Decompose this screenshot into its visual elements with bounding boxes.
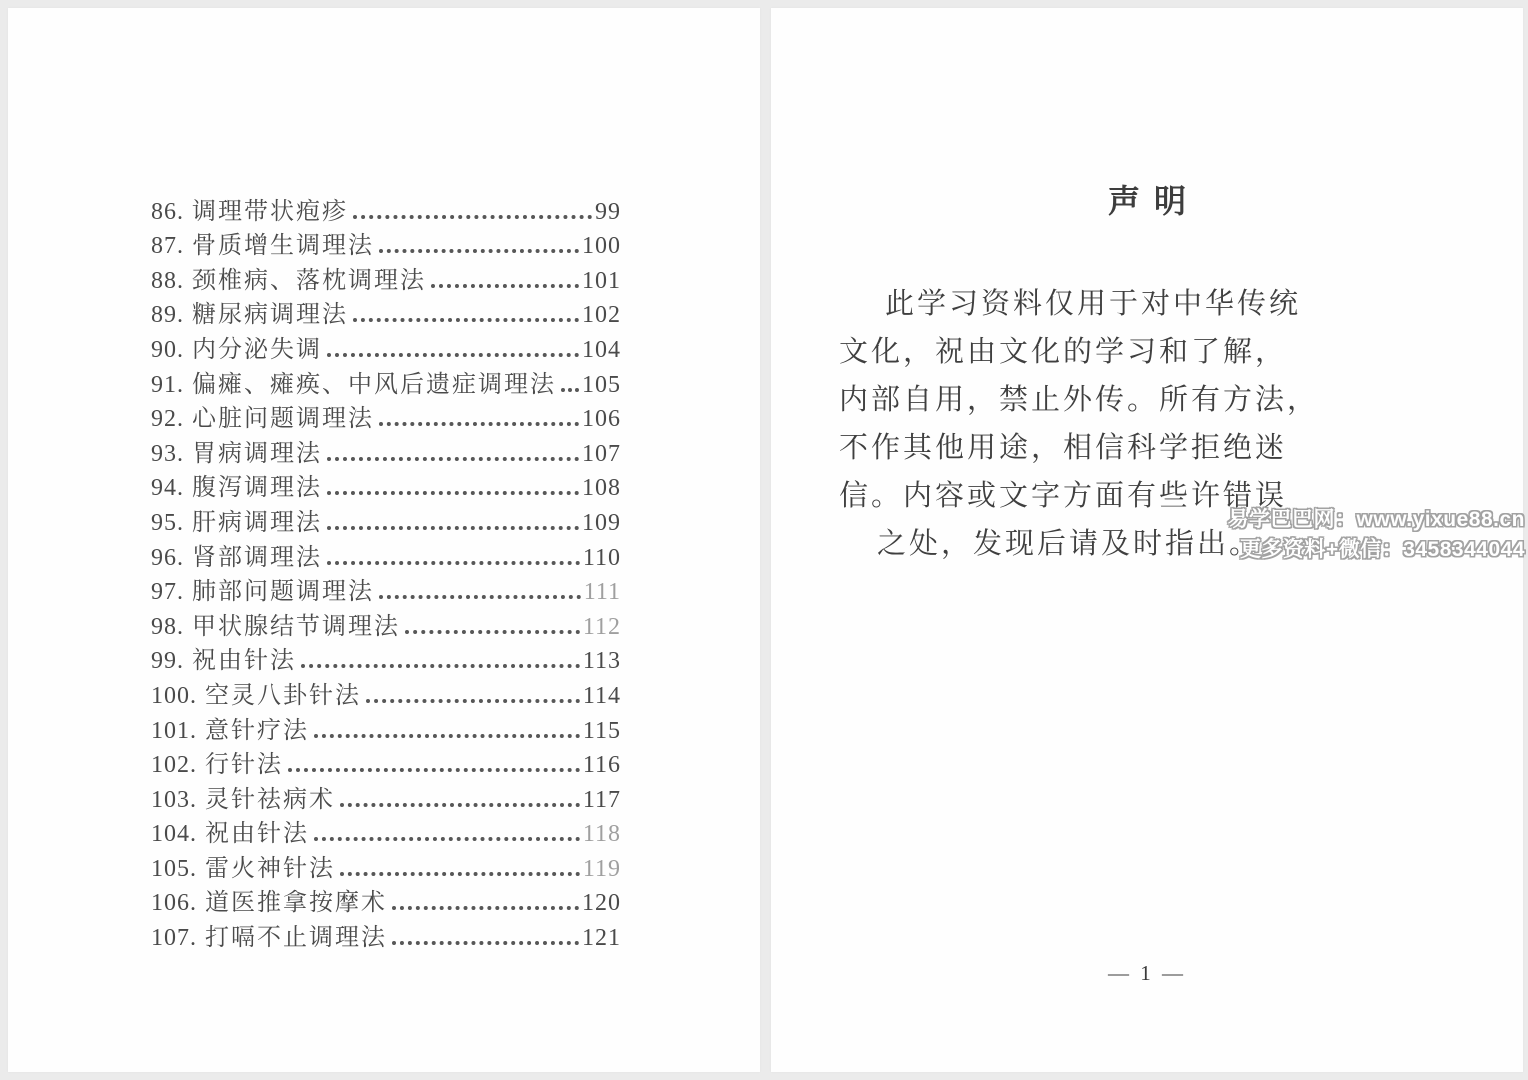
- declaration-line: 内部自用，禁止外传。所有方法，: [839, 384, 1320, 416]
- toc-entry-page: 121: [582, 925, 621, 952]
- toc-entry: [151, 572, 621, 607]
- toc-entry: [151, 779, 621, 814]
- toc-entry-number: 104.: [151, 821, 197, 848]
- toc-entry-number: 86.: [151, 198, 184, 225]
- toc-entry: [151, 502, 621, 537]
- toc-dot-leader: [340, 803, 580, 807]
- toc-entry-title: 肾部调理法: [192, 544, 322, 571]
- toc-entry-number: 87.: [151, 233, 184, 260]
- toc-entry-number: 89.: [151, 302, 184, 329]
- watermark-line-site: 易学巴巴网：www.yixue88.cn: [1227, 508, 1525, 531]
- toc-entry-number: 99.: [151, 648, 184, 675]
- toc-dot-leader: [301, 664, 580, 668]
- toc-entry-title: 祝由针法: [205, 821, 309, 848]
- toc-entry-page: 99: [595, 198, 621, 225]
- toc-dot-leader: [431, 284, 579, 288]
- toc-entry-title: 糖尿病调理法: [192, 302, 348, 329]
- toc-dot-leader: [392, 941, 579, 945]
- toc-entry-number: 100.: [151, 682, 197, 709]
- watermark: [1228, 505, 1525, 565]
- toc-dot-leader: [314, 837, 580, 841]
- declaration-line: 之处，发现后请及时指出。: [877, 528, 1262, 560]
- toc-dot-leader: [561, 388, 579, 392]
- toc-entry-number: 97.: [151, 579, 184, 606]
- toc-entry-page: 109: [582, 509, 621, 536]
- declaration-line: 不作其他用途，相信科学拒绝迷: [839, 432, 1288, 464]
- toc-dot-leader: [392, 906, 579, 910]
- toc-entry-page: 116: [582, 752, 621, 779]
- toc-entry-page: 115: [582, 717, 621, 744]
- toc-entry-number: 96.: [151, 544, 184, 571]
- toc-entry-title: 偏瘫、瘫痪、中风后遗症调理法: [192, 371, 556, 398]
- toc-dot-leader: [327, 561, 580, 565]
- toc-dot-leader: [314, 734, 580, 738]
- toc-entry: [151, 226, 621, 261]
- toc-entry-number: 101.: [151, 717, 197, 744]
- toc-entry: [151, 295, 621, 330]
- toc-entry: [151, 814, 621, 849]
- toc-dot-leader: [327, 457, 579, 461]
- toc-entry: [151, 710, 621, 745]
- toc-entry-number: 92.: [151, 406, 184, 433]
- page-number: — 1 —: [1108, 961, 1186, 985]
- toc-entry-title: 雷火神针法: [205, 855, 335, 882]
- toc-dot-leader: [340, 872, 580, 876]
- toc-entry-page: 101: [582, 267, 621, 294]
- toc-entry-title: 肝病调理法: [192, 509, 322, 536]
- toc-entry-title: 心脏问题调理法: [192, 406, 374, 433]
- declaration-line: 信。内容或文字方面有些许错误: [839, 480, 1288, 512]
- toc-dot-leader: [379, 422, 579, 426]
- toc-entry-page: 110: [582, 544, 621, 571]
- toc-entry-title: 胃病调理法: [192, 440, 322, 467]
- toc-entry: [151, 883, 621, 918]
- toc-entry-title: 甲状腺结节调理法: [192, 613, 400, 640]
- toc-dot-leader: [288, 768, 580, 772]
- toc-entry: [151, 364, 621, 399]
- toc-dot-leader: [366, 699, 580, 703]
- toc-dot-leader: [327, 526, 579, 530]
- toc-dot-leader: [379, 595, 581, 599]
- toc-entry-number: 88.: [151, 267, 184, 294]
- toc-entry-page: 117: [582, 786, 621, 813]
- toc-entry-title: 内分泌失调: [192, 336, 322, 363]
- toc-entry-title: 腹泻调理法: [192, 475, 322, 502]
- toc-entry-page: 119: [582, 855, 621, 882]
- toc-entry: [151, 675, 621, 710]
- left-page: [8, 8, 760, 1072]
- toc-entry-page: 120: [582, 890, 621, 917]
- toc-dot-leader: [379, 249, 579, 253]
- toc-entry: [151, 329, 621, 364]
- toc-entry-page: 113: [582, 648, 621, 675]
- toc-entry-title: 骨质增生调理法: [192, 233, 374, 260]
- toc-entry-title: 道医推拿按摩术: [205, 890, 387, 917]
- watermark-line-contact: 更多资料+微信：3458344044: [1239, 538, 1525, 561]
- toc-entry-number: 91.: [151, 371, 184, 398]
- toc-entry: [151, 191, 621, 226]
- toc-entry-page: 111: [583, 579, 621, 606]
- table-of-contents: [151, 191, 621, 952]
- toc-entry-title: 空灵八卦针法: [205, 682, 361, 709]
- toc-dot-leader: [327, 491, 579, 495]
- toc-entry-number: 93.: [151, 440, 184, 467]
- toc-entry-page: 102: [582, 302, 621, 329]
- toc-entry: [151, 745, 621, 780]
- toc-entry: [151, 468, 621, 503]
- declaration-line: 此学习资料仅用于对中华传统: [885, 288, 1302, 320]
- toc-dot-leader: [353, 318, 579, 322]
- toc-entry: [151, 260, 621, 295]
- toc-entry: [151, 848, 621, 883]
- toc-dot-leader: [405, 630, 580, 634]
- toc-entry-number: 105.: [151, 855, 197, 882]
- toc-entry: [151, 537, 621, 572]
- toc-entry-page: 112: [582, 613, 621, 640]
- toc-entry: [151, 641, 621, 676]
- toc-entry-number: 98.: [151, 613, 184, 640]
- toc-entry-page: 114: [582, 682, 621, 709]
- toc-entry-number: 95.: [151, 509, 184, 536]
- toc-entry-title: 灵针祛病术: [205, 786, 335, 813]
- toc-entry-title: 肺部问题调理法: [192, 579, 374, 606]
- toc-entry-page: 104: [582, 336, 621, 363]
- toc-entry-page: 105: [582, 371, 621, 398]
- toc-entry-number: 102.: [151, 752, 197, 779]
- toc-entry-number: 90.: [151, 336, 184, 363]
- declaration-line: 文化，祝由文化的学习和了解，: [839, 336, 1288, 368]
- toc-entry-number: 94.: [151, 475, 184, 502]
- toc-entry: [151, 433, 621, 468]
- toc-entry-number: 107.: [151, 925, 197, 952]
- toc-entry-title: 调理带状疱疹: [192, 198, 348, 225]
- toc-entry-title: 意针疗法: [205, 717, 309, 744]
- toc-entry-page: 106: [582, 406, 621, 433]
- toc-entry-title: 祝由针法: [192, 648, 296, 675]
- toc-entry-page: 118: [582, 821, 621, 848]
- toc-dot-leader: [327, 353, 579, 357]
- toc-entry-page: 107: [582, 440, 621, 467]
- toc-entry-title: 颈椎病、落枕调理法: [192, 267, 426, 294]
- toc-entry: [151, 606, 621, 641]
- toc-entry: [151, 399, 621, 434]
- toc-entry-title: 打嗝不止调理法: [205, 925, 387, 952]
- toc-entry-number: 106.: [151, 890, 197, 917]
- declaration-title: 声明: [1107, 183, 1200, 219]
- toc-entry: [151, 917, 621, 952]
- toc-entry-number: 103.: [151, 786, 197, 813]
- toc-entry-page: 100: [582, 233, 621, 260]
- toc-dot-leader: [353, 215, 592, 219]
- toc-entry-page: 108: [582, 475, 621, 502]
- toc-entry-title: 行针法: [205, 752, 283, 779]
